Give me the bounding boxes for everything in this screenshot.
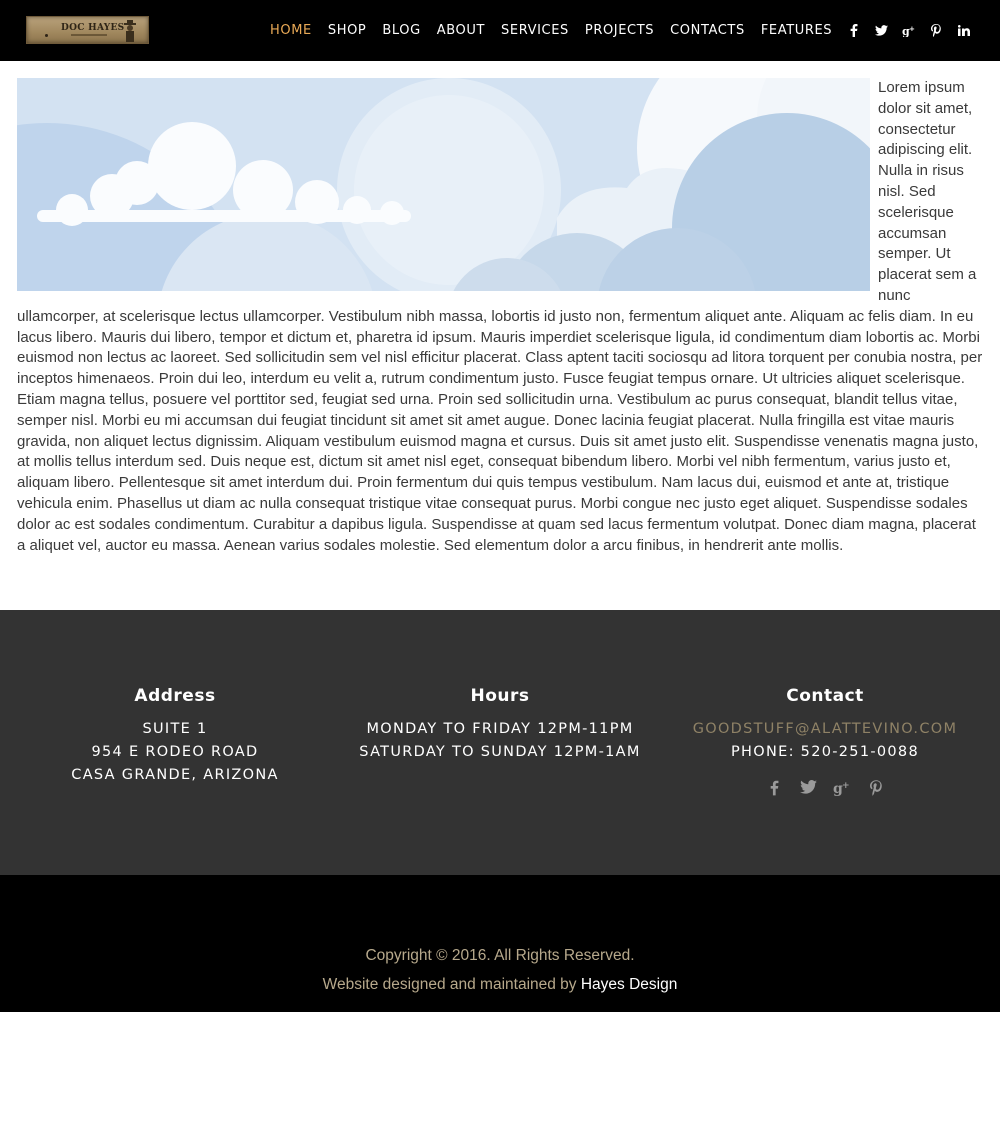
footer-social-links	[660, 780, 990, 796]
cowboy-figure-icon	[122, 20, 138, 42]
copyright-text: Copyright © 2016. All Rights Reserved.	[365, 947, 635, 964]
site-header	[0, 0, 1000, 61]
main-content	[17, 78, 983, 556]
facebook-icon[interactable]	[840, 24, 868, 37]
hours-weekday: MONDAY TO FRIDAY 12PM-11PM	[366, 721, 634, 737]
contact-column	[660, 686, 990, 796]
contact-phone: PHONE: 520-251-0088	[731, 744, 919, 760]
address-line-2: 954 E RODEO ROAD	[91, 744, 259, 760]
nav-home[interactable]: HOME	[270, 23, 312, 38]
article-body: Lorem ipsum dolor sit amet, consectetur adipiscing elit. Nulla in risus nisl. Sed scelerisque accumsan semper. Ut placerat sem a nunc ullamcorper, at scelerisque lectus ullamcorper. Vestibulum nibh massa, lobortis id justo non, fermentum aliquet ante. Aliquam ac felis diam. In eu lacus libero. Mauris dui libero, tempor et dictum et, pharetra id ipsum. Mauris imperdiet scelerisque ligula, id condimentum diam lobortis ac. Morbi euismod non lectus ac laoreet. Sed sollicitudin sem vel nisl efficitur placerat. Class aptent taciti sociosqu ad litora torquent per conubia nostra, per inceptos himenaeos. Proin dui leo, interdum eu velit a, rutrum condimentum justo. Fusce feugiat tempus ornare. Ut ultricies aliquet scelerisque. Etiam magna tellus, posuere vel porttitor sed, feugiat sed urna. Proin sed sollicitudin urna. Vestibulum ac purus consequat, blandit tellus vitae, semper nisl. Morbi eu mi accumsan dui feugiat tincidunt sit amet sit amet augue. Donec lacinia feugiat placerat. Nulla fringilla est vitae mauris gravida, non aliquet lectus dignissim. Aliquam vestibulum euismod magna et cursus. Duis sit amet justo elit. Suspendisse venenatis magna justo, at mollis tellus interdum sed. Duis neque est, dictum sit amet nisl eget, consequat bibendum libero. Morbi vel nibh fermentum, varius justo et, aliquam libero. Pellentesque sit amet interdum dui. Proin fermentum dui quis tempus vestibulum. Nam lacus dui, euismod et ante at, tristique vehicula enim. Phasellus ut diam ac nulla consequat tristique vitae consequat purus. Morbi congue nec justo eget aliquet. Suspendisse sodales dolor ac est sodales condimentum. Curabitur a dapibus ligula. Suspendisse at quam sed lacus fermentum volutpat. Donec diam magna, placerat a aliquet vel, auctor eu massa. Aenean varius sodales molestie. Sed elementum dolor a arcu finibus, in hendrerit ante mollis.	[17, 79, 983, 554]
address-line-3: CASA GRANDE, ARIZONA	[71, 767, 279, 783]
nav-features[interactable]: FEATURES	[760, 23, 833, 38]
google-plus-icon[interactable]	[895, 25, 923, 37]
contact-email-link[interactable]: GOODSTUFF@ALATTEVINO.COM	[692, 721, 958, 737]
nav-shop[interactable]: SHOP	[327, 23, 367, 38]
svg-text:g: g	[901, 24, 910, 37]
info-footer	[0, 610, 1000, 875]
sky-clouds-illustration	[17, 78, 870, 291]
facebook-icon[interactable]	[757, 780, 791, 796]
nav-contacts[interactable]: CONTACTS	[670, 23, 745, 38]
svg-text:+: +	[908, 24, 915, 33]
hours-weekend: SATURDAY TO SUNDAY 12PM-1AM	[359, 744, 641, 760]
designer-credit-prefix: Website designed and maintained by	[322, 976, 581, 993]
pinterest-icon[interactable]	[859, 780, 893, 796]
address-column	[10, 686, 340, 787]
nav-services[interactable]: SERVICES	[501, 23, 569, 38]
copyright-bar	[0, 875, 1000, 1012]
main-nav	[262, 0, 840, 61]
nav-projects[interactable]: PROJECTS	[584, 23, 655, 38]
logo-dot	[45, 34, 48, 37]
logo-text: DOC HAYES	[61, 23, 125, 33]
logo-underline	[71, 34, 107, 36]
address-title: Address	[134, 686, 216, 706]
header-social-links	[840, 0, 978, 61]
hours-title: Hours	[470, 686, 530, 706]
nav-about[interactable]: ABOUT	[436, 23, 486, 38]
hours-column	[335, 686, 665, 764]
google-plus-icon[interactable]	[825, 780, 859, 796]
designer-credit	[0, 976, 1000, 994]
nav-blog[interactable]: BLOG	[382, 23, 421, 38]
svg-text:+: +	[842, 781, 850, 791]
twitter-icon[interactable]	[791, 780, 825, 796]
twitter-icon[interactable]	[868, 25, 896, 36]
pinterest-icon[interactable]	[923, 24, 951, 37]
address-line-1: SUITE 1	[142, 721, 208, 737]
svg-text:g: g	[833, 781, 843, 796]
linkedin-icon[interactable]	[950, 25, 978, 36]
hero-image	[17, 78, 870, 291]
site-logo[interactable]	[26, 16, 149, 44]
contact-title: Contact	[786, 686, 864, 706]
designer-link[interactable]: Hayes Design	[580, 976, 678, 993]
